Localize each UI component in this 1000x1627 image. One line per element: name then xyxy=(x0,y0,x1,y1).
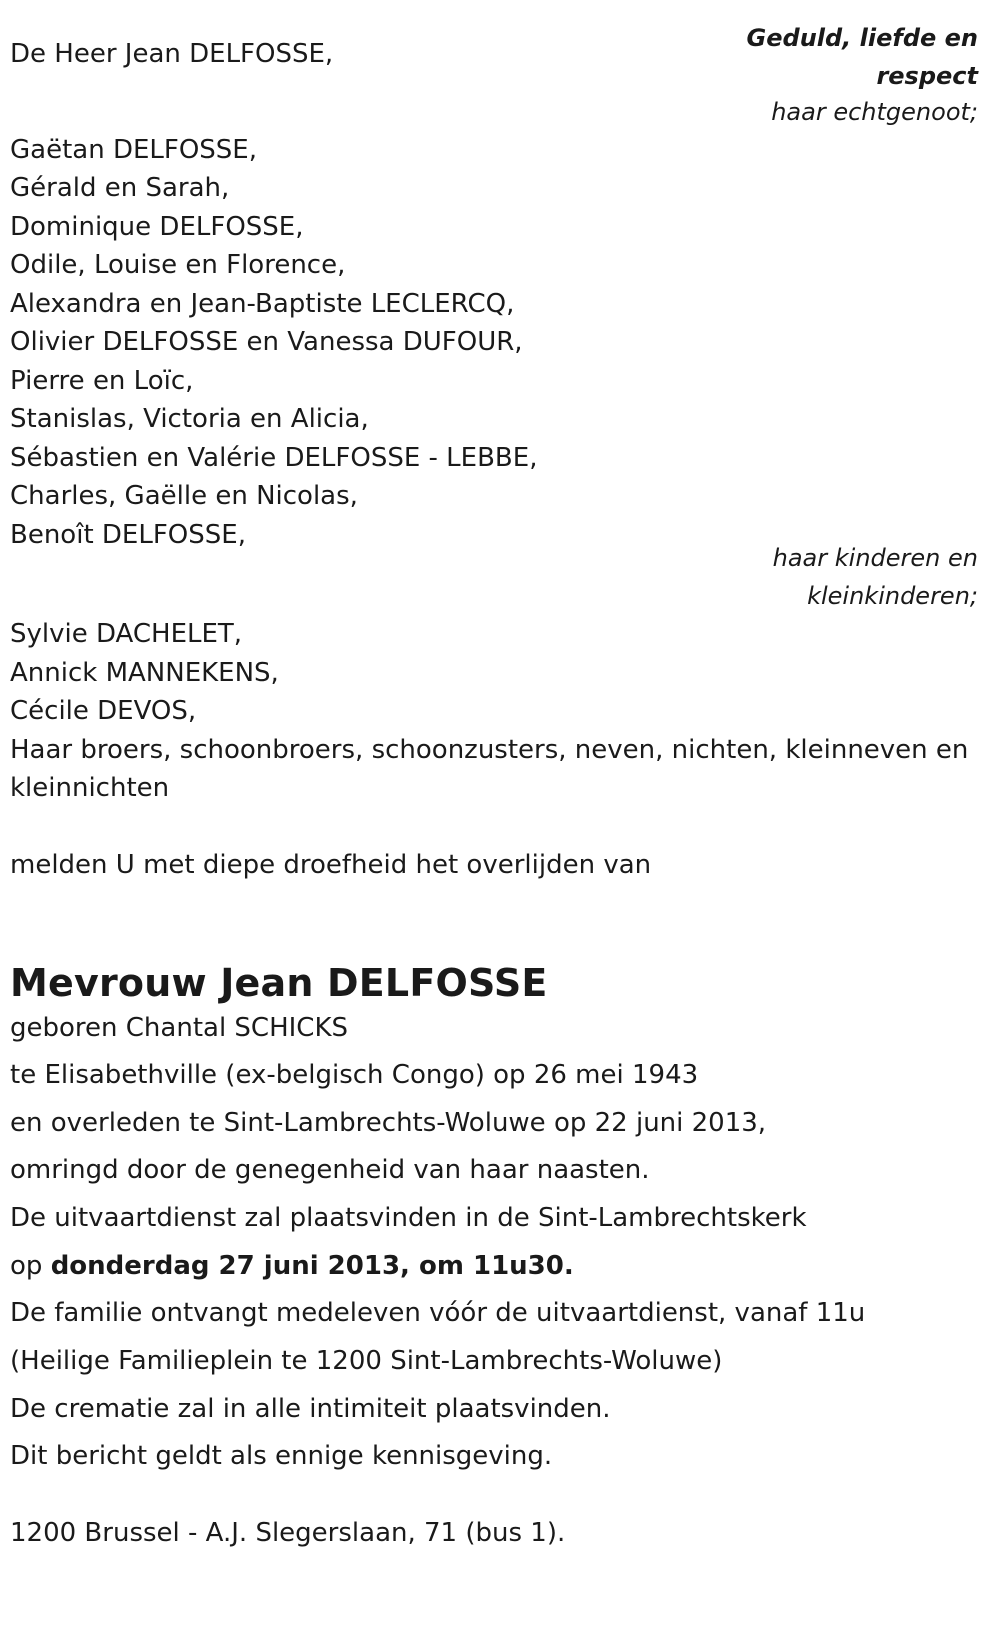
date-prefix: op xyxy=(10,1251,51,1281)
children-role-line-2: kleinkinderen; xyxy=(807,582,978,610)
notice-line: Dit bericht geldt als ennige kennisgeving. xyxy=(10,1441,553,1471)
born-name: geboren Chantal SCHICKS xyxy=(10,1013,349,1043)
deceased-name: Mevrouw Jean DELFOSSE xyxy=(10,961,548,1005)
motto-line-2: respect xyxy=(876,62,978,90)
child-line: Sébastien en Valérie DELFOSSE - LEBBE, xyxy=(10,443,538,473)
motto-line-1: Geduld, liefde en xyxy=(746,24,978,52)
children-role-line-1: haar kinderen en xyxy=(772,544,978,572)
service-date-line xyxy=(10,1247,574,1285)
child-line: Pierre en Loïc, xyxy=(10,366,194,396)
child-line: Stanislas, Victoria en Alicia, xyxy=(10,404,369,434)
service-line: De uitvaartdienst zal plaatsvinden in de Sint-Lambrechtskerk xyxy=(10,1203,807,1233)
death-line: en overleden te Sint-Lambrechts-Woluwe op 22 juni 2013, xyxy=(10,1108,767,1138)
child-line: Gérald en Sarah, xyxy=(10,173,230,203)
cremation-line: De crematie zal in alle intimiteit plaatsvinden. xyxy=(10,1394,611,1424)
surrounded-line: omringd door de genegenheid van haar naasten. xyxy=(10,1155,650,1185)
husband-role: haar echtgenoot; xyxy=(771,98,978,126)
child-line: Odile, Louise en Florence, xyxy=(10,250,346,280)
child-line: Dominique DELFOSSE, xyxy=(10,212,304,242)
child-line: Charles, Gaëlle en Nicolas, xyxy=(10,481,358,511)
child-line: Alexandra en Jean-Baptiste LECLERCQ, xyxy=(10,289,515,319)
child-line: Gaëtan DELFOSSE, xyxy=(10,135,257,165)
relative-line: kleinnichten xyxy=(10,773,170,803)
relative-line: Haar broers, schoonbroers, schoonzusters, neven, nichten, kleinneven en xyxy=(10,735,969,765)
location-line: (Heilige Familieplein te 1200 Sint-Lambrechts-Woluwe) xyxy=(10,1346,723,1376)
condolences-line: De familie ontvangt medeleven vóór de uitvaartdienst, vanaf 11u xyxy=(10,1298,866,1328)
relative-line: Cécile DEVOS, xyxy=(10,696,197,726)
address: 1200 Brussel - A.J. Slegerslaan, 71 (bus 1). xyxy=(10,1518,566,1548)
husband-name: De Heer Jean DELFOSSE, xyxy=(10,39,334,69)
announcement: melden U met diepe droefheid het overlijden van xyxy=(10,850,652,880)
relative-line: Sylvie DACHELET, xyxy=(10,619,243,649)
service-date: donderdag 27 juni 2013, om 11u30. xyxy=(50,1251,574,1281)
child-line: Olivier DELFOSSE en Vanessa DUFOUR, xyxy=(10,327,523,357)
relative-line: Annick MANNEKENS, xyxy=(10,658,279,688)
birth-line: te Elisabethville (ex-belgisch Congo) op 26 mei 1943 xyxy=(10,1060,699,1090)
child-line: Benoît DELFOSSE, xyxy=(10,520,246,550)
